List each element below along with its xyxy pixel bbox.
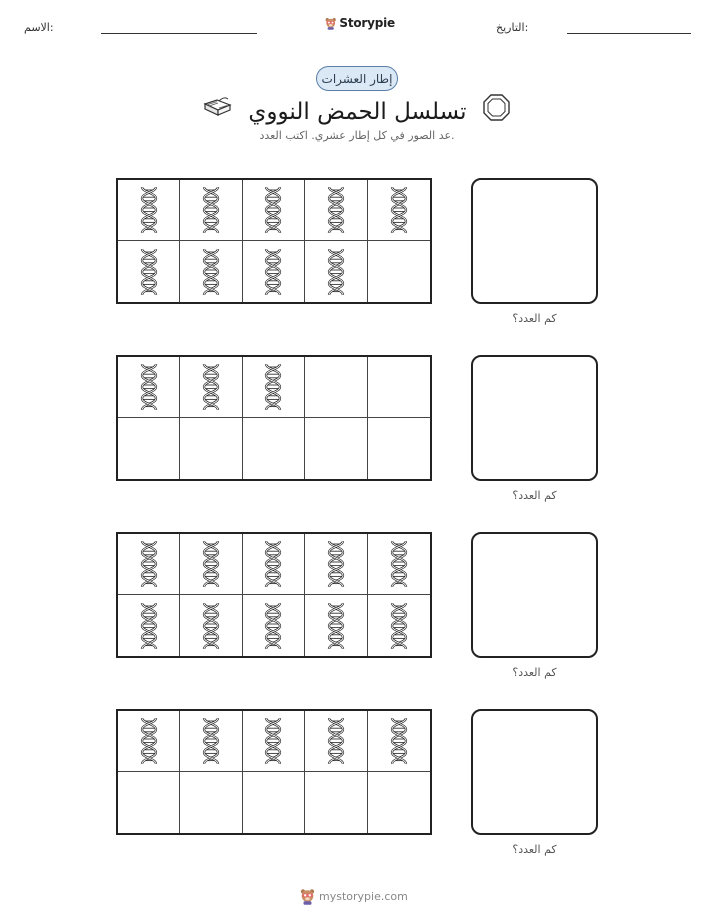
frame-cell	[118, 595, 180, 656]
answer-box[interactable]	[471, 178, 598, 304]
ten-frame	[116, 532, 432, 658]
footer	[300, 885, 420, 907]
frame-cell	[118, 180, 180, 241]
frame-cell	[368, 595, 430, 656]
frame-cell	[118, 711, 180, 772]
dna-icon	[138, 362, 160, 412]
dna-icon	[262, 247, 284, 297]
frame-cell	[180, 711, 242, 772]
dna-icon	[325, 716, 347, 766]
topic-badge: إطار العشرات	[316, 66, 398, 91]
dna-icon	[388, 185, 410, 235]
frame-cell	[305, 357, 367, 418]
frame-cell	[118, 241, 180, 302]
dna-icon	[262, 539, 284, 589]
octagon-icon	[482, 93, 511, 122]
dna-icon	[388, 716, 410, 766]
frame-cell	[118, 772, 180, 833]
frame-cell	[118, 534, 180, 595]
dna-icon	[262, 716, 284, 766]
answer-box[interactable]	[471, 532, 598, 658]
bear-mascot-icon	[300, 888, 315, 905]
instructions: عد الصور في كل إطار عشري. اكتب العدد.	[259, 129, 455, 142]
dna-icon	[388, 539, 410, 589]
frame-cell	[243, 418, 305, 479]
frame-cell	[368, 772, 430, 833]
name-line[interactable]	[101, 33, 257, 34]
ten-frame	[116, 355, 432, 481]
frame-cell	[243, 595, 305, 656]
dna-icon	[138, 247, 160, 297]
frame-cell	[368, 534, 430, 595]
dna-icon	[200, 539, 222, 589]
frame-cell	[180, 534, 242, 595]
frame-cell	[180, 241, 242, 302]
dna-icon	[325, 601, 347, 651]
dna-icon	[262, 185, 284, 235]
question-label: كم العدد؟	[512, 489, 557, 502]
bear-mascot-icon	[325, 15, 336, 32]
question-label: كم العدد؟	[512, 843, 557, 856]
dna-icon	[200, 601, 222, 651]
dna-icon	[325, 247, 347, 297]
answer-box[interactable]	[471, 709, 598, 835]
question-label: كم العدد؟	[512, 312, 557, 325]
frame-cell	[305, 711, 367, 772]
footer-site: mystorypie.com	[319, 889, 408, 903]
ten-frame	[116, 178, 432, 304]
frame-cell	[368, 418, 430, 479]
frame-cell	[180, 180, 242, 241]
frame-cell	[243, 241, 305, 302]
frame-cell	[180, 418, 242, 479]
dna-icon	[138, 539, 160, 589]
frame-cell	[243, 357, 305, 418]
dna-icon	[325, 185, 347, 235]
frame-cell	[180, 595, 242, 656]
frame-cell	[305, 772, 367, 833]
name-label: الاسم:	[24, 21, 54, 34]
frame-cell	[118, 357, 180, 418]
dna-icon	[200, 716, 222, 766]
frame-cell	[243, 711, 305, 772]
frame-cell	[305, 534, 367, 595]
brand-logo	[325, 13, 395, 33]
dna-icon	[262, 601, 284, 651]
frame-cell	[305, 595, 367, 656]
page-title: تسلسل الحمض النووي	[248, 99, 467, 125]
dna-icon	[200, 185, 222, 235]
dna-icon	[200, 247, 222, 297]
dna-icon	[138, 716, 160, 766]
frame-cell	[118, 418, 180, 479]
brand-name: Storypie	[339, 16, 395, 30]
question-label: كم العدد؟	[512, 666, 557, 679]
dna-icon	[200, 362, 222, 412]
frame-cell	[368, 241, 430, 302]
answer-box[interactable]	[471, 355, 598, 481]
frame-cell	[243, 534, 305, 595]
frame-cell	[368, 180, 430, 241]
dna-icon	[138, 601, 160, 651]
frame-cell	[180, 772, 242, 833]
dna-icon	[325, 539, 347, 589]
dna-icon	[262, 362, 284, 412]
book-icon	[202, 95, 233, 119]
frame-cell	[243, 180, 305, 241]
date-line[interactable]	[567, 33, 691, 34]
frame-cell	[243, 772, 305, 833]
dna-icon	[388, 601, 410, 651]
date-label: التاريخ:	[496, 21, 529, 34]
frame-cell	[368, 711, 430, 772]
frame-cell	[180, 357, 242, 418]
frame-cell	[305, 418, 367, 479]
frame-cell	[305, 180, 367, 241]
dna-icon	[138, 185, 160, 235]
frame-cell	[368, 357, 430, 418]
frame-cell	[305, 241, 367, 302]
ten-frame	[116, 709, 432, 835]
